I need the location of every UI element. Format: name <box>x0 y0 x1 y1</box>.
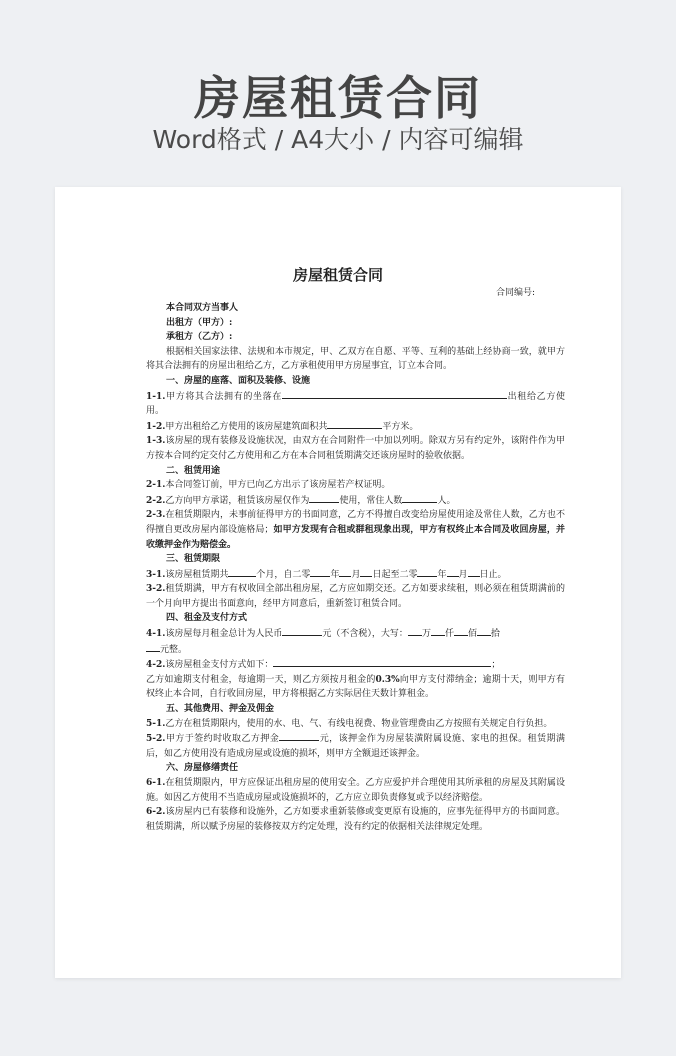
clause-text: 租赁期满，甲方有权收回全部出租房屋，乙方应如期交还。乙方如要求续租，则必须在租赁期满前的一个月向甲方提出书面意向，经甲方同意后，重新签订租赁合同。 <box>146 584 565 609</box>
blank-line <box>282 389 507 399</box>
clause-text: 仟 <box>444 629 454 640</box>
clause-text: 平方米。 <box>382 421 419 432</box>
clause-text: 乙方如逾期支付租金，每逾期一天，则乙方须按月租金的 <box>146 674 376 685</box>
section-3-title: 三、租赁期限 <box>166 554 221 565</box>
clause-text: 该房屋租金支付方式如下： <box>165 660 274 671</box>
clause-3-1 <box>146 567 565 583</box>
contract-number-label: 合同编号: <box>495 288 535 298</box>
section-5-title: 五、其他费用、押金及佣金 <box>166 704 275 715</box>
blank-line <box>454 626 468 636</box>
clause-text: 个月，自二零 <box>256 569 311 580</box>
clause-6-1 <box>146 776 565 805</box>
blank-line <box>309 493 339 503</box>
clause-text: 该房屋内已有装修和设施外，乙方如要求重新装修或变更原有设施的，应事先征得甲方的书面同意。租赁期满，所以赋予房屋的装修按双方约定处理，没有约定的依据相关法律规定处理。 <box>146 807 565 832</box>
clause-text: 年 <box>330 569 340 580</box>
clause-number: 2-1. <box>146 480 166 491</box>
blank-line <box>468 567 480 577</box>
blank-line <box>327 419 382 429</box>
blank-line <box>146 642 160 652</box>
blank-line <box>360 567 372 577</box>
section-1-title: 一、房屋的座落、面积及装修、设施 <box>166 375 311 386</box>
blank-line <box>282 626 322 636</box>
blank-line <box>408 626 422 636</box>
clause-number: 6-2. <box>146 807 166 818</box>
clause-text: 佰 <box>467 629 477 640</box>
clause-text: 万 <box>421 629 431 640</box>
clause-text: 月 <box>351 569 361 580</box>
clause-5-1 <box>146 717 565 732</box>
clause-text: 元整。 <box>160 644 188 655</box>
late-fee-rate: 0.3% <box>375 674 400 685</box>
clause-number: 1-2. <box>146 421 166 432</box>
blank-line <box>339 567 351 577</box>
clause-4-1 <box>146 626 565 657</box>
clause-5-2 <box>146 731 565 761</box>
clause-number: 1-1. <box>146 391 166 402</box>
clause-text: 向甲方支付滞纳金；逾期十天，则甲方有权终止本合同，自行收回房屋，甲方将根据乙方实际居住天数计算租金。 <box>146 674 565 700</box>
clause-text: 甲方将其合法拥有的坐落在 <box>165 391 283 402</box>
clause-text: 乙方在租赁期限内，使用的水、电、气、有线电视费、物业管理费由乙方按照有关规定自行负担。 <box>165 718 553 729</box>
section-4-title: 四、租金及支付方式 <box>166 613 248 624</box>
blank-line <box>477 626 491 636</box>
clause-text: 元，该押金作为房屋装潢附属设施、家电的担保。租赁期满后，如乙方使用没有造成房屋或设施的损坏，则甲方全额退还该押金。 <box>146 734 565 759</box>
clause-text: 年 <box>437 569 447 580</box>
clause-2-1 <box>146 478 565 493</box>
clause-number: 2-2. <box>146 495 166 506</box>
clause-text: 使用，常住人数 <box>339 495 403 506</box>
blank-line <box>228 567 256 577</box>
document-page <box>55 187 621 978</box>
clause-text: 日止。 <box>479 569 507 580</box>
clause-text: 本合同签订前，甲方已向乙方出示了该房屋若产权证明。 <box>165 480 391 491</box>
clause-number: 6-1. <box>146 778 166 788</box>
hero-title: 房屋租赁合同 <box>194 71 482 125</box>
section-2-title: 二、租赁用途 <box>166 465 221 476</box>
clause-text: 该房屋每月租金总计为人民币 <box>165 629 283 640</box>
clause-number: 3-1. <box>146 569 166 580</box>
clause-1-2 <box>146 419 565 435</box>
lessee-label: 承租方（乙方）: <box>166 332 233 343</box>
clause-text: 月 <box>458 569 468 580</box>
blank-line <box>417 567 437 577</box>
clause-4-2 <box>146 657 565 702</box>
clause-text: 元（不含税），大写： <box>322 629 408 640</box>
hero-subtitle: Word格式 / A4大小 / 内容可编辑 <box>152 125 524 154</box>
clause-number: 5-2. <box>146 734 166 745</box>
blank-line <box>310 567 330 577</box>
clause-number: 3-2. <box>146 584 166 595</box>
blank-line <box>447 567 459 577</box>
clause-6-2 <box>146 805 565 834</box>
clause-text-emphasis: 如甲方发现有合租或群租现象出现，甲方有权终止本合同及收回房屋，并收缴押金作为赔偿金。 <box>146 524 565 550</box>
blank-line <box>279 731 319 741</box>
clause-text: 该房屋租赁期共 <box>165 569 229 580</box>
blank-line <box>431 626 445 636</box>
clause-number: 1-3. <box>146 436 166 447</box>
preamble: 根据相关国家法律、法规和本市规定，甲、乙双方在自愿、平等、互利的基础上经协商一致，就甲方将其合法拥有的房屋出租给乙方，乙方承租使用甲方房屋事宜，订立本合同。 <box>146 346 565 372</box>
clause-text: 日起至二零 <box>372 569 418 580</box>
clause-text: 在租赁期限内，未事前征得甲方的书面同意，乙方不得擅自改变给房屋使用途及常住人数，乙方也不得擅自更改房屋内部设施格局； <box>146 510 565 535</box>
clause-number: 4-2. <box>146 660 166 671</box>
clause-2-2 <box>146 493 565 509</box>
clause-text: 甲方出租给乙方使用的该房屋建筑面积共 <box>165 421 328 432</box>
clause-3-2 <box>146 582 565 611</box>
clause-text: 人。 <box>437 495 456 506</box>
clause-number: 5-1. <box>146 718 166 729</box>
clause-text: ； <box>491 660 501 671</box>
clause-text: 出租给乙方使用。 <box>146 391 565 417</box>
blank-line <box>273 657 491 667</box>
clause-text: 甲方于签约时收取乙方押金 <box>165 734 280 745</box>
clause-1-3 <box>146 434 565 463</box>
clause-text: 在租赁期限内，甲方应保证出租房屋的使用安全。乙方应爱护并合理使用其所承租的房屋及其附属设施。如因乙方使用不当造成房屋或设施损坏的，乙方应立即负责修复或予以经济赔偿。 <box>146 778 565 803</box>
clause-1-1 <box>146 389 565 419</box>
lessor-label: 出租方（甲方）: <box>166 317 233 328</box>
document-title: 房屋租赁合同 <box>292 266 383 284</box>
parties-intro: 本合同双方当事人 <box>166 303 239 313</box>
clause-text: 该房屋的现有装修及设施状况，由双方在合同附件一中加以列明。除双方另有约定外，该附件作为甲方按本合同约定交付乙方使用和乙方在本合同租赁期满交还该房屋时的验收依据。 <box>146 436 565 461</box>
clause-number: 2-3. <box>146 510 166 521</box>
clause-number: 4-1. <box>146 629 166 640</box>
clause-text: 乙方向甲方承诺，租赁该房屋仅作为 <box>165 495 310 506</box>
section-6-title: 六、房屋修缮责任 <box>166 763 239 774</box>
clause-text: 拾 <box>490 629 500 640</box>
clause-2-3 <box>146 508 565 552</box>
blank-line <box>402 493 437 503</box>
